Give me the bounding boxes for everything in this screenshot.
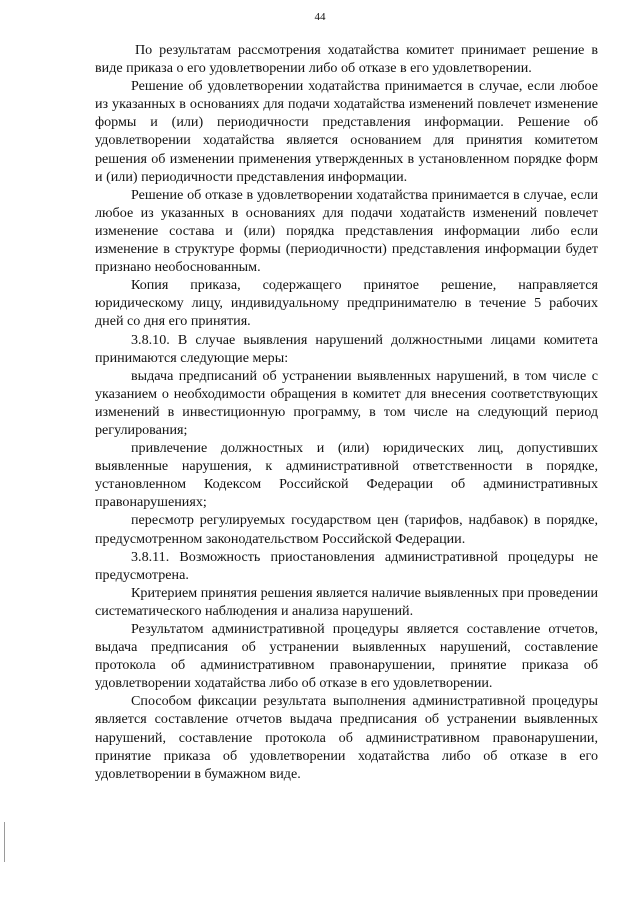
scan-margin-mark (4, 822, 5, 862)
paragraph-measure-tariff-review: пересмотр регулируемых государством цен (тарифов, надбавок) в порядке, предусмотренном законодательством Российской Федерации. (95, 512, 598, 547)
paragraph-3-8-11: 3.8.11. Возможность приостановления административной процедуры не предусмотрена. (95, 548, 598, 583)
paragraph-decision-result: По результатам рассмотрения ходатайства комитет принимает решение в виде приказа о его удовлетворении либо об отказе в его удовлетворении. (95, 42, 598, 77)
paragraph-result-recording: Способом фиксации результата выполнения административной процедуры является составление отчетов выдача предписания об устранении выявленных нарушений, составление протокола об административном правонарушении, принятие приказа об удовлетворении ходатайства либо об отказе в его удовлетворении в бумажном виде. (95, 693, 598, 782)
paragraph-3-8-10: 3.8.10. В случае выявления нарушений должностными лицами комитета принимаются следующие меры: (95, 331, 598, 366)
document-body (95, 41, 598, 783)
paragraph-procedure-result: Результатом административной процедуры является составление отчетов, выдача предписания об устранении выявленных нарушений, составление протокола об административном правонарушении, принятие приказа об удовлетворении ходатайства либо об отказе в его удовлетворении. (95, 621, 598, 692)
paragraph-measure-prescriptions: выдача предписаний об устранении выявленных нарушений, в том числе с указанием о необходимости обращения в комитет для внесения соответствующих изменений в инвестиционную программу, в том числе на следующий период регулирования; (95, 367, 598, 438)
paragraph-decision-criterion: Критерием принятия решения является наличие выявленных при проведении систематического наблюдения и анализа нарушений. (95, 584, 598, 619)
paragraph-order-copy: Копия приказа, содержащего принятое решение, направляется юридическому лицу, индивидуальному предпринимателю в течение 5 рабочих дней со дня его принятия. (95, 277, 598, 330)
paragraph-measure-liability: привлечение должностных и (или) юридических лиц, допустивших выявленные нарушения, к административной ответственности в порядке, установленном Кодексом Российской Федерации об административных правонарушениях; (95, 440, 598, 511)
page-number: 44 (314, 11, 326, 23)
paragraph-approval-conditions: Решение об удовлетворении ходатайства принимается в случае, если любое из указанных в основаниях для подачи ходатайства изменений повлечет изменение формы и (или) периодичности представления информации. Решение об удовлетворении ходатайства является основанием для принятия комитетом решения об изменении применения утвержденных в установленном порядке форм и (или) периодичности представления информации. (95, 78, 598, 185)
paragraph-refusal-conditions: Решение об отказе в удовлетворении ходатайства принимается в случае, если любое из указанных в основаниях для подачи ходатайств изменений повлечет изменение состава и (или) порядка представления информации либо если изменение в структуре формы (периодичности) представления информации будет признано необоснованным. (95, 186, 598, 276)
